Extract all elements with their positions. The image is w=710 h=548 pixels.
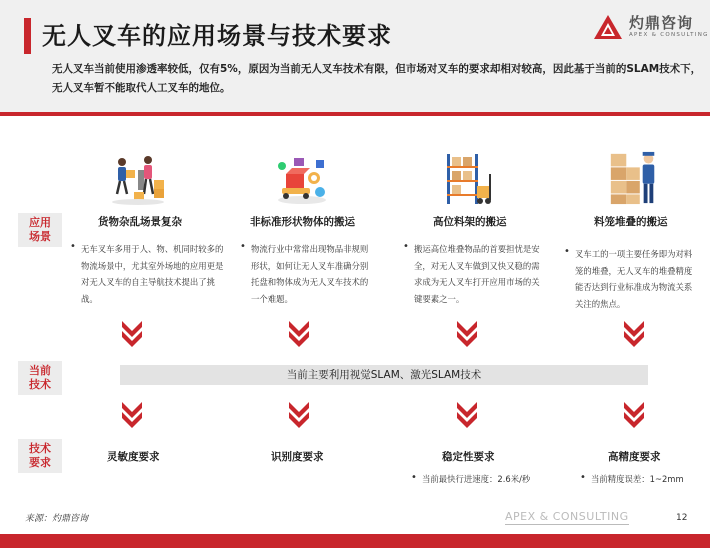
req-note-4: 当前精度误差：1~2mm bbox=[591, 474, 684, 484]
scene-title-1: 货物杂乱场景复杂 bbox=[98, 216, 182, 228]
page-title: 无人叉车的应用场景与技术要求 bbox=[42, 22, 392, 50]
bullet-icon: • bbox=[411, 472, 417, 483]
row-label-tech: 当前 技术 bbox=[18, 361, 62, 395]
footer-rule bbox=[505, 524, 629, 525]
title-accent-bar bbox=[24, 18, 31, 54]
scene-desc-4: 叉车工的一项主要任务即为对料笼的堆叠，无人叉车的堆叠精度能否达到行业标准成为物流关系关注的焦点。 bbox=[575, 249, 693, 309]
logo-triangle-icon bbox=[593, 14, 623, 40]
source-note: 来源：灼鼎咨询 bbox=[25, 514, 89, 524]
scene-title-4: 料笼堆叠的搬运 bbox=[594, 216, 668, 228]
bullet-icon: • bbox=[70, 241, 76, 252]
page-number: 12 bbox=[676, 513, 688, 523]
bullet-icon: • bbox=[580, 472, 586, 483]
bottom-accent-bar bbox=[0, 534, 710, 548]
people-carrying-boxes-icon bbox=[108, 152, 168, 208]
down-chevron-icon bbox=[120, 321, 144, 351]
logo-name: 灼鼎咨询 bbox=[629, 14, 694, 32]
logo-tagline: APEX & CONSULTING bbox=[629, 32, 709, 38]
down-chevron-icon bbox=[622, 402, 646, 432]
down-chevron-icon bbox=[287, 321, 311, 351]
bullet-icon: • bbox=[240, 241, 246, 252]
row-label-scenes: 应用 场景 bbox=[18, 213, 62, 247]
scene-title-3: 高位料架的搬运 bbox=[433, 216, 507, 228]
brand-logo bbox=[593, 12, 709, 42]
scene-desc-1: 无车叉车多用于人、物、机同时较多的物流场景中，尤其室外场地的应用更是对无人叉车的自主导航技术提出了挑战。 bbox=[81, 244, 224, 304]
header-divider bbox=[0, 112, 710, 116]
current-tech-bar: 当前主要利用视觉SLAM、激光SLAM技术 bbox=[120, 365, 648, 385]
req-note-3: 当前最快行进速度：2.6米/秒 bbox=[422, 474, 531, 484]
summary-text: 无人叉车当前使用渗透率较低，仅有5%，原因为当前无人叉车技术有限，但市场对叉车的要求却相对较高，因此基于当前的SLAM技术下，无人叉车暂不能取代人工叉车的地位。 bbox=[52, 63, 702, 94]
bullet-icon: • bbox=[403, 241, 409, 252]
irregular-objects-icon bbox=[272, 152, 332, 208]
footer-brand: APEX & CONSULTING bbox=[505, 510, 629, 523]
scene-title-2: 非标准形状物体的搬运 bbox=[250, 216, 355, 228]
req-title-3: 稳定性要求 bbox=[442, 451, 495, 463]
high-rack-forklift-icon bbox=[437, 152, 497, 208]
down-chevron-icon bbox=[120, 402, 144, 432]
req-title-2: 识别度要求 bbox=[271, 451, 324, 463]
row-label-req: 技术 要求 bbox=[18, 439, 62, 473]
down-chevron-icon bbox=[622, 321, 646, 351]
scene-desc-3: 搬运高位堆叠物品的首要担忧是安全，对无人叉车做到又快又稳的需求成为无人叉车打开应用市场的关键要素之一。 bbox=[414, 244, 540, 304]
worker-stacked-boxes-icon bbox=[604, 150, 664, 206]
bullet-icon: • bbox=[564, 246, 570, 257]
req-title-1: 灵敏度要求 bbox=[107, 451, 160, 463]
down-chevron-icon bbox=[455, 402, 479, 432]
down-chevron-icon bbox=[455, 321, 479, 351]
down-chevron-icon bbox=[287, 402, 311, 432]
req-title-4: 高精度要求 bbox=[608, 451, 661, 463]
scene-desc-2: 物流行业中常常出现物品非规则形状，如何让无人叉车准确分别托盘和物体成为无人叉车技术的一个难题。 bbox=[251, 244, 369, 304]
